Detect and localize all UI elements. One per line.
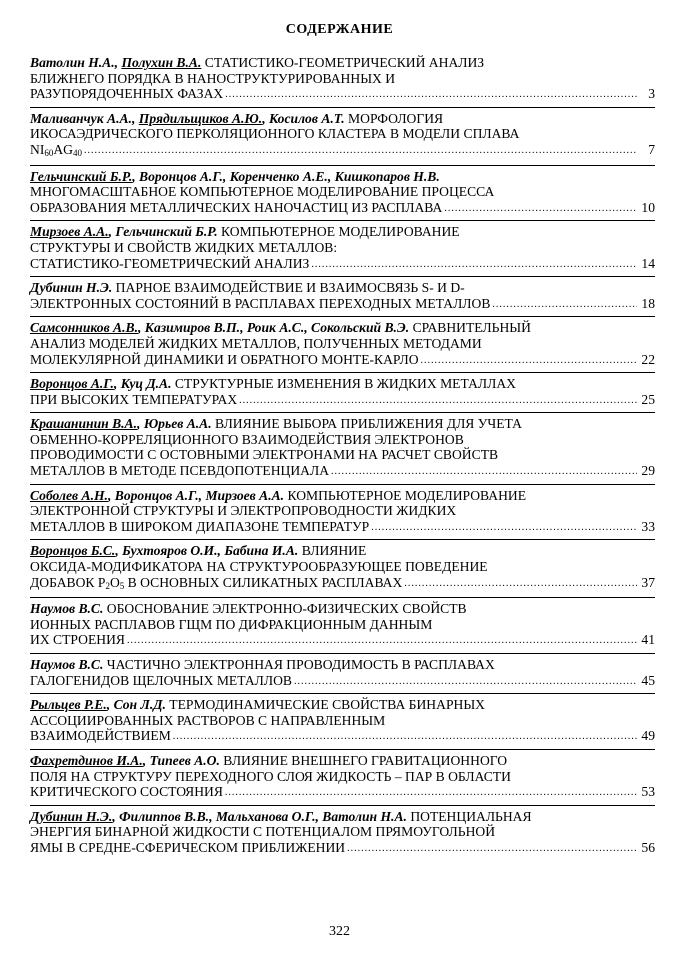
toc-page-number: 33: [641, 518, 655, 534]
toc-entry-authors: Рыльцев Р.Е., Сон Л.Д.: [30, 697, 166, 713]
toc-entry-authors: Мирзоев А.А., Гельчинский Б.Р.: [30, 224, 218, 240]
toc-entry-first-line: [30, 111, 655, 127]
toc-page-number: 37: [641, 574, 655, 590]
toc-entry-last-line: [30, 784, 655, 802]
author-name: Куц Д.А.: [120, 376, 172, 392]
dot-leader: [404, 574, 637, 592]
toc-entry-last-line: [30, 392, 655, 410]
toc-entry-first-line: [30, 280, 655, 296]
toc-entry-title-line: БЛИЖНЕГО ПОРЯДКА В НАНОСТРУКТУРИРОВАННЫХ И: [30, 70, 396, 86]
toc-entry-title-line: СТАТИСТИКО-ГЕОМЕТРИЧЕСКИЙ АНАЛИЗ: [201, 55, 485, 70]
page-number: 322: [329, 924, 350, 939]
toc-entry-first-line: [30, 657, 655, 673]
toc-entry-title-line: ИКОСАЭДРИЧЕСКОГО ПЕРКОЛЯЦИОННОГО КЛАСТЕРА В МОДЕЛИ СПЛАВА: [30, 126, 520, 142]
toc-entry-title-line: ЭЛЕКТРОННЫХ СОСТОЯНИЙ В РАСПЛАВАХ ПЕРЕХОДНЫХ МЕТАЛЛОВ: [30, 295, 491, 311]
author-name: Мирзоев А.А.: [205, 487, 285, 503]
toc-entry-title-line: ЯМЫ В СРЕДНЕ-СФЕРИЧЕСКОМ ПРИБЛИЖЕНИИ: [30, 839, 346, 855]
toc-entry-title-line: КОМПЬЮТЕРНОЕ МОДЕЛИРОВАНИЕ: [284, 487, 527, 503]
toc-entry: [30, 220, 655, 276]
toc-entry-title-line: ВЛИЯНИЕ ВНЕШНЕГО ГРАВИТАЦИОННОГО: [219, 752, 508, 768]
author-name: Сокольский В.Э.: [311, 320, 410, 336]
toc-entry-first-line: [30, 488, 655, 504]
toc-page-number: 3: [648, 86, 655, 102]
toc-entry-authors: Соболев А.Н., Воронцов А.Г., Мирзоев А.А.: [30, 487, 285, 503]
toc-entry-first-line: [30, 697, 655, 713]
toc-entry-authors: Самсонников А.В., Казимиров В.П., Роик А.С., Сокольский В.Э.: [30, 320, 410, 336]
toc-entry-first-line: [30, 601, 655, 617]
author-name: Мальханова О.Г.: [215, 808, 316, 824]
dot-leader: [492, 295, 637, 313]
toc-entry-first-line: [30, 224, 655, 240]
toc-page-number: 22: [641, 351, 655, 367]
toc-entry-title-line: ДОБАВОК $P_2O_5$ В ОСНОВНЫХ СИЛИКАТНЫХ РАСПЛАВАХ: [30, 574, 403, 591]
toc-entry-title-line: МОРФОЛОГИЯ: [344, 110, 444, 126]
toc-page-number: 45: [641, 672, 655, 688]
subscript: 60: [44, 147, 54, 158]
author-name: Филиппов В.В.: [119, 808, 210, 824]
author-name: Роик А.С.: [246, 320, 305, 336]
toc-page-number: 41: [641, 632, 655, 648]
toc-entry-authors: Маливанчук А.А., Прядильщиков А.Ю., Косилов А.Т.: [30, 110, 345, 126]
toc-entry-last-line: [30, 86, 655, 104]
toc-entry-last-line: [30, 200, 655, 218]
toc-entry-first-line: [30, 55, 655, 71]
toc-page-number: 14: [641, 255, 655, 271]
toc-entry-title-line: ЭЛЕКТРОННОЙ СТРУКТУРЫ И ЭЛЕКТРОПРОВОДНОСТИ ЖИДКИХ: [30, 503, 457, 519]
author-name: Дубинин Н.Э.: [30, 808, 113, 824]
author-name: Фахретдинов И.А.: [30, 752, 143, 768]
toc-entry-first-line: [30, 753, 655, 769]
author-name: Маливанчук А.А.: [30, 110, 132, 126]
dot-leader: [331, 462, 637, 480]
toc-entry-first-line: [30, 320, 655, 336]
dot-leader: [173, 727, 637, 745]
toc-entry-last-line: [30, 575, 655, 595]
toc-entry-last-line: [30, 256, 655, 274]
toc-entry-title-line: СТРУКТУРНЫЕ ИЗМЕНЕНИЯ В ЖИДКИХ МЕТАЛЛАХ: [171, 376, 516, 392]
toc-entry-first-line: [30, 809, 655, 825]
author-name: Косилов А.Т.: [268, 110, 345, 126]
author-name: Сон Л.Д.: [113, 697, 166, 713]
author-name: Ватолин Н.А.: [30, 55, 115, 70]
toc-entry-title-line: ОБМЕННО-КОРРЕЛЯЦИОННОГО ВЗАИМОДЕЙСТВИЯ ЭЛЕКТРОНОВ: [30, 431, 464, 447]
subscript: 2: [105, 580, 110, 591]
toc-entry-title-line: МНОГОМАСШТАБНОЕ КОМПЬЮТЕРНОЕ МОДЕЛИРОВАНИЕ ПРОЦЕССА: [30, 184, 495, 200]
toc-entry-last-line: [30, 142, 655, 162]
toc-entry-title-line: ТЕРМОДИНАМИЧЕСКИЕ СВОЙСТВА БИНАРНЫХ: [165, 697, 485, 713]
subscript: 5: [119, 580, 125, 591]
toc-page-number: 18: [641, 295, 655, 311]
author-name: Наумов В.С.: [30, 601, 104, 617]
dot-leader: [225, 783, 637, 801]
toc-entry-title-line: ОБОСНОВАНИЕ ЭЛЕКТРОННО-ФИЗИЧЕСКИХ СВОЙСТВ: [103, 601, 467, 617]
author-name: Бабина И.А.: [224, 543, 299, 559]
toc-entry: [30, 276, 655, 316]
author-name: Соболев А.Н.: [30, 487, 108, 503]
toc-entry: [30, 165, 655, 221]
author-name: Воронцов Б.С.: [30, 543, 116, 559]
dot-leader: [225, 85, 637, 103]
dot-leader: [371, 518, 637, 536]
toc-entry-title-line: ПРОВОДИМОСТИ С ОСТОВНЫМИ ЭЛЕКТРОНАМИ НА РАСЧЕТ СВОЙСТВ: [30, 447, 499, 463]
toc-entry-title-line: МЕТАЛЛОВ В ШИРОКОМ ДИАПАЗОНЕ ТЕМПЕРАТУР: [30, 518, 370, 534]
toc-page-number: 56: [641, 839, 655, 855]
toc-page-number: 10: [641, 199, 655, 215]
toc-entry-last-line: [30, 519, 655, 537]
toc-entry: [30, 597, 655, 653]
toc-entry-first-line: [30, 416, 655, 432]
toc-entry: [30, 52, 655, 107]
author-name: Юрьев А.А.: [143, 416, 212, 432]
dot-leader: [294, 672, 637, 690]
toc-entry-title-line: КРИТИЧЕСКОГО СОСТОЯНИЯ: [30, 784, 223, 800]
author-name: Бухтояров О.И.: [122, 543, 218, 559]
toc-entry-title-line: РАЗУПОРЯДОЧЕННЫХ ФАЗАХ: [30, 86, 224, 102]
dot-leader: [444, 199, 637, 217]
toc-entry-title-line: ВЗАИМОДЕЙСТВИЕМ: [30, 728, 171, 744]
author-name: Крашанинин В.А.: [30, 416, 138, 432]
author-name: Казимиров В.П.: [144, 320, 241, 336]
author-name: Кишкопаров Н.В.: [334, 168, 440, 184]
toc-page-number: 25: [641, 391, 655, 407]
toc-entry-authors: Воронцов Б.С., Бухтояров О.И., Бабина И.А.: [30, 543, 299, 559]
toc-entry-title-line: ВЛИЯНИЕ: [298, 543, 367, 559]
toc-entry-title-line: ОКСИДА-МОДИФИКАТОРА НА СТРУКТУРООБРАЗУЮЩЕЕ ПОВЕДЕНИЕ: [30, 559, 488, 575]
toc-entry-title-line: ПАРНОЕ ВЗАИМОДЕЙСТВИЕ И ВЗАИМОСВЯЗЬ S- И D-: [112, 280, 465, 296]
toc-entry-title-line: АССОЦИИРОВАННЫХ РАСТВОРОВ С НАПРАВЛЕННЫМ: [30, 712, 386, 728]
toc-page-number: 7: [648, 141, 655, 157]
toc-entry-last-line: [30, 463, 655, 481]
toc-entry-last-line: [30, 352, 655, 370]
toc-entry: [30, 316, 655, 372]
toc-entry-first-line: [30, 169, 655, 185]
author-name: Самсонников А.В.: [30, 320, 138, 336]
page-title: СОДЕРЖАНИЕ: [285, 22, 394, 37]
toc-entry-title-line: ОБРАЗОВАНИЯ МЕТАЛЛИЧЕСКИХ НАНОЧАСТИЦ ИЗ РАСПЛАВА: [30, 199, 443, 215]
author-name: Ватолин Н.А.: [322, 808, 407, 824]
toc-entry-title-line: АНАЛИЗ МОДЕЛЕЙ ЖИДКИХ МЕТАЛЛОВ, ПОЛУЧЕННЫХ МЕТОДАМИ: [30, 335, 482, 351]
dot-leader: [311, 255, 637, 273]
dot-leader: [239, 391, 637, 409]
author-name: Гельчинский Б.Р.: [30, 168, 133, 184]
toc-entry-last-line: [30, 632, 655, 650]
toc-entry-title-line: ПОЛЯ НА СТРУКТУРУ ПЕРЕХОДНОГО СЛОЯ ЖИДКОСТЬ – ПАР В ОБЛАСТИ: [30, 768, 511, 784]
toc-entry-authors: [30, 601, 103, 616]
toc-entry-authors: Ватолин Н.А., Полухин В.А.: [30, 55, 202, 70]
toc-entry-title-line: ЭНЕРГИЯ БИНАРНОЙ ЖИДКОСТИ С ПОТЕНЦИАЛОМ ПРЯМОУГОЛЬНОЙ: [30, 824, 496, 840]
toc-entry-title-line: ИОННЫХ РАСПЛАВОВ ГЩМ ПО ДИФРАКЦИОННЫМ ДАННЫМ: [30, 616, 433, 632]
toc-entry: [30, 749, 655, 805]
toc-entry-last-line: [30, 840, 655, 858]
toc-entry-first-line: [30, 543, 655, 559]
author-name: Воронцов А.Г.: [114, 487, 199, 503]
toc-entry-title-line: $NI_{60}AG_{40}$: [30, 141, 82, 158]
toc-entry-title-line: СРАВНИТЕЛЬНЫЙ: [409, 320, 531, 336]
author-name: Рыльцев Р.Е.: [30, 697, 107, 713]
author-name: Воронцов А.Г.: [30, 376, 114, 392]
toc-page-number: 53: [641, 784, 655, 800]
author-name: Наумов В.С.: [30, 657, 104, 672]
toc-entry-title-line: СТАТИСТИКО-ГЕОМЕТРИЧЕСКИЙ АНАЛИЗ: [30, 255, 310, 271]
toc-entry: [30, 653, 655, 693]
toc-entry-last-line: [30, 296, 655, 314]
toc-entry: [30, 412, 655, 483]
toc-entry-title-line: ЧАСТИЧНО ЭЛЕКТРОННАЯ ПРОВОДИМОСТЬ В РАСПЛАВАХ: [103, 657, 495, 672]
toc-entry-authors: Фахретдинов И.А., Типеев А.О.: [30, 752, 220, 768]
toc-entry: [30, 484, 655, 540]
toc-entry-title-line: МОЛЕКУЛЯРНОЙ ДИНАМИКИ И ОБРАТНОГО МОНТЕ-КАРЛО: [30, 351, 419, 367]
dot-leader: [127, 631, 637, 649]
toc-page-number: 29: [641, 463, 655, 479]
author-name: Коренченко А.Е.: [229, 168, 328, 184]
author-name: Дубинин Н.Э.: [30, 280, 113, 296]
dot-leader: [84, 141, 637, 159]
author-name: Мирзоев А.А.: [30, 224, 109, 240]
toc-entry-title-line: ГАЛОГЕНИДОВ ЩЕЛОЧНЫХ МЕТАЛЛОВ: [30, 672, 292, 688]
author-name: Полухин В.А.: [121, 55, 202, 70]
dot-leader: [421, 351, 637, 369]
author-name: Типеев А.О.: [149, 752, 220, 768]
toc-entry-title-line: МЕТАЛЛОВ В МЕТОДЕ ПСЕВДОПОТЕНЦИАЛА: [30, 463, 330, 479]
toc-entry: [30, 539, 655, 597]
toc-entry-first-line: [30, 376, 655, 392]
toc-entry-authors: [30, 280, 112, 295]
toc-page-number: 49: [641, 728, 655, 744]
toc-entry-title-line: ВЛИЯНИЕ ВЫБОРА ПРИБЛИЖЕНИЯ ДЛЯ УЧЕТА: [211, 416, 522, 432]
dot-leader: [347, 839, 637, 857]
table-of-contents: [30, 52, 655, 861]
toc-entry-last-line: [30, 673, 655, 691]
toc-entry: [30, 805, 655, 861]
toc-entry: [30, 107, 655, 165]
toc-entry: [30, 372, 655, 412]
toc-entry-authors: Гельчинский Б.Р., Воронцов А.Г., Коренченко А.Е., Кишкопаров Н.В.: [30, 168, 440, 184]
author-name: Прядильщиков А.Ю.: [138, 110, 263, 126]
toc-entry-title-line: ИХ СТРОЕНИЯ: [30, 632, 125, 648]
author-name: Воронцов А.Г.: [139, 168, 223, 184]
toc-entry-last-line: [30, 728, 655, 746]
toc-entry-authors: Воронцов А.Г., Куц Д.А.: [30, 376, 172, 392]
subscript: 40: [73, 147, 82, 158]
toc-entry-authors: Крашанинин В.А., Юрьев А.А.: [30, 416, 212, 432]
toc-entry-title-line: ПРИ ВЫСОКИХ ТЕМПЕРАТУРАХ: [30, 391, 238, 407]
toc-entry-title-line: КОМПЬЮТЕРНОЕ МОДЕЛИРОВАНИЕ: [217, 224, 460, 240]
toc-entry-title-line: СТРУКТУРЫ И СВОЙСТВ ЖИДКИХ МЕТАЛЛОВ:: [30, 239, 338, 255]
author-name: Гельчинский Б.Р.: [115, 224, 218, 240]
toc-entry: [30, 693, 655, 749]
toc-entry-authors: [30, 657, 103, 672]
toc-entry-title-line: ПОТЕНЦИАЛЬНАЯ: [406, 808, 532, 824]
toc-entry-authors: Дубинин Н.Э., Филиппов В.В., Мальханова О.Г., Ватолин Н.А.: [30, 808, 407, 824]
